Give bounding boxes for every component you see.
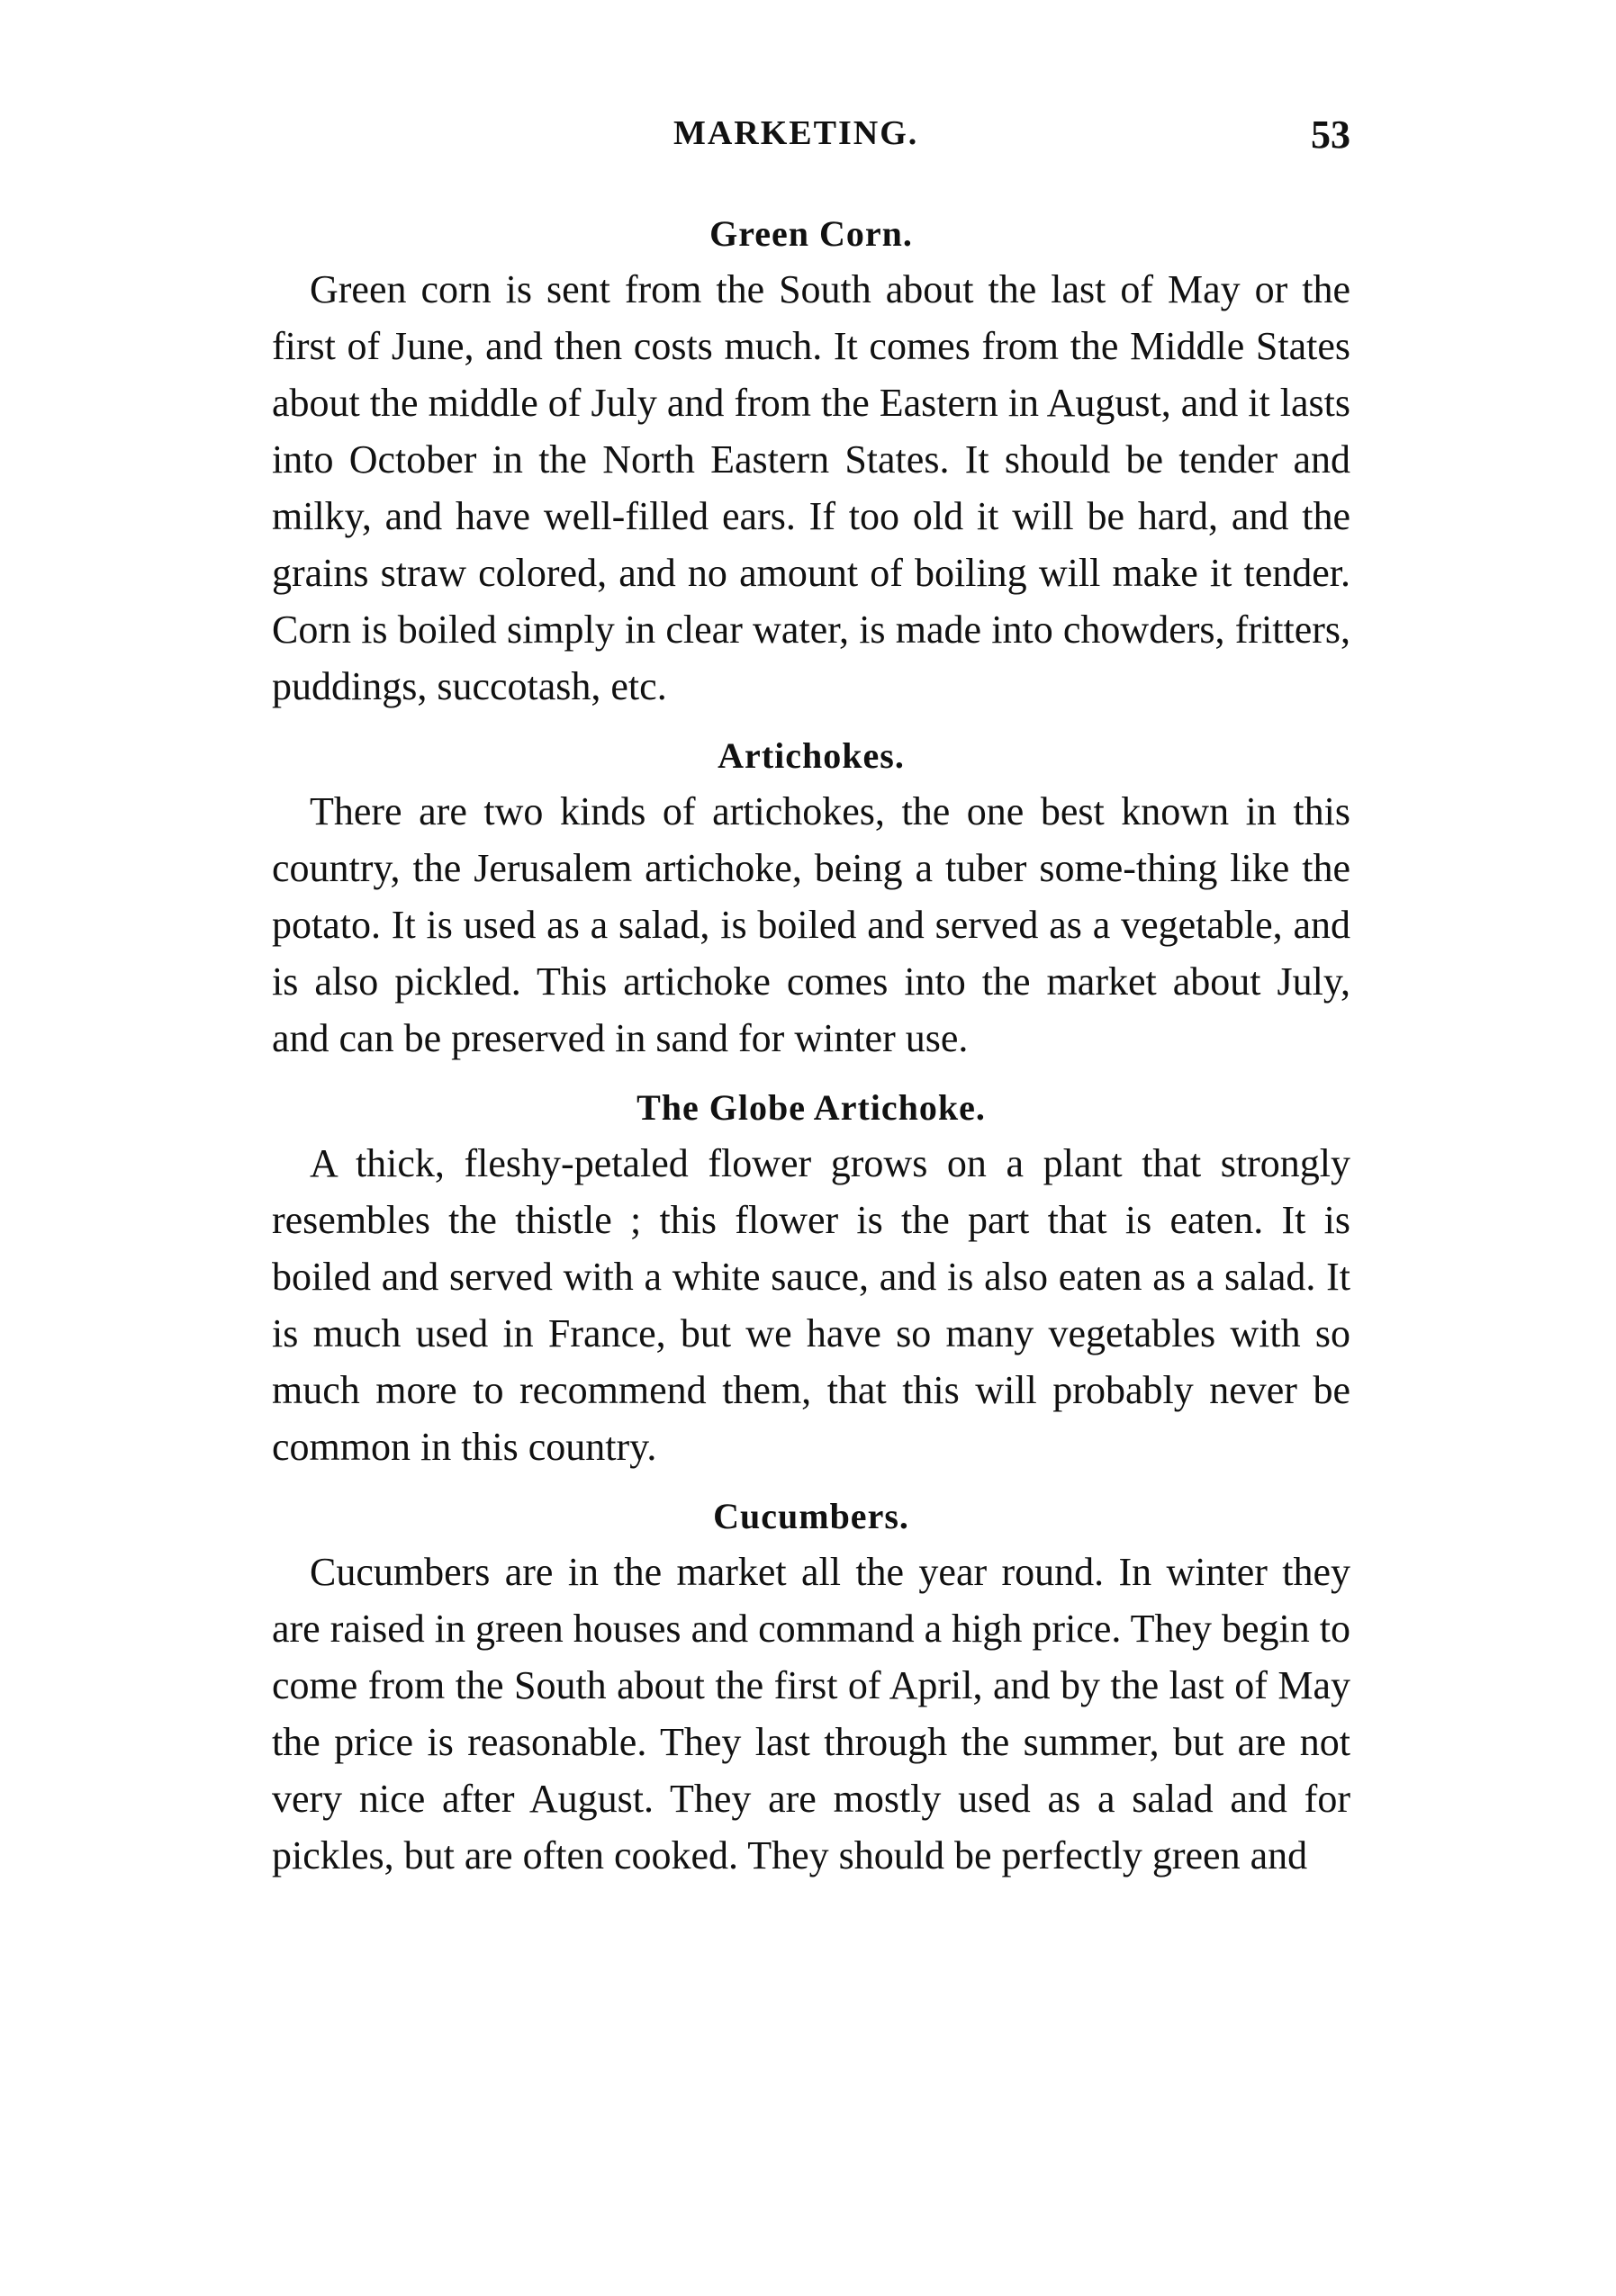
body-text [272,207,1350,1898]
section-heading-cucumbers: Cucumbers. [713,1496,909,1536]
paragraph-green-corn: Green corn is sent from the South about the last of May or the first of June, and then costs much. It comes from the Middle States about the middle of July and from the Eastern in August, and it lasts into October in the North Eastern States. It should be tender and milky, and have well-filled ears. If too old it will be hard, and the grains straw colored, and no amount of boiling will make it tender. Corn is boiled simply in clear water, is made into chowders, fritters, puddings, succotash, etc. [272,267,1350,708]
paragraph-cucumbers: Cucumbers are in the market all the year round. In winter they are raised in green houses and command a high price. They begin to come from the South about the first of April, and by the last of May the price is reasonable. They last through the summer, but are not very nice after August. They are mostly used as a salad and for pickles, but are often cooked. They should be perfectly green and [272,1550,1350,1877]
paragraph-globe-artichoke: A thick, fleshy-petaled flower grows on a plant that strongly resembles the thistle ; this flower is the part that is eaten. It is boiled and served with a white sauce, and is also eaten as a salad. It is much used in France, but we have so many vegetables with so much more to recommend them, that this will probably never be common in this country. [272,1141,1350,1469]
page-number: 53 [1311,113,1350,157]
running-head [270,113,1350,167]
section-heading-globe-artichoke: The Globe Artichoke. [636,1087,986,1128]
section-heading-artichokes: Artichokes. [718,735,905,776]
section-heading-green-corn: Green Corn. [709,213,913,254]
running-title: MARKETING. [673,114,919,152]
paragraph-artichokes: There are two kinds of artichokes, the one best known in this country, the Jerusalem artichoke, being a tuber some-thing like the potato. It is used as a salad, is boiled and served as a vegetable, and is also pickled. This artichoke comes into the market about July, and can be preserved in sand for winter use. [272,789,1350,1060]
